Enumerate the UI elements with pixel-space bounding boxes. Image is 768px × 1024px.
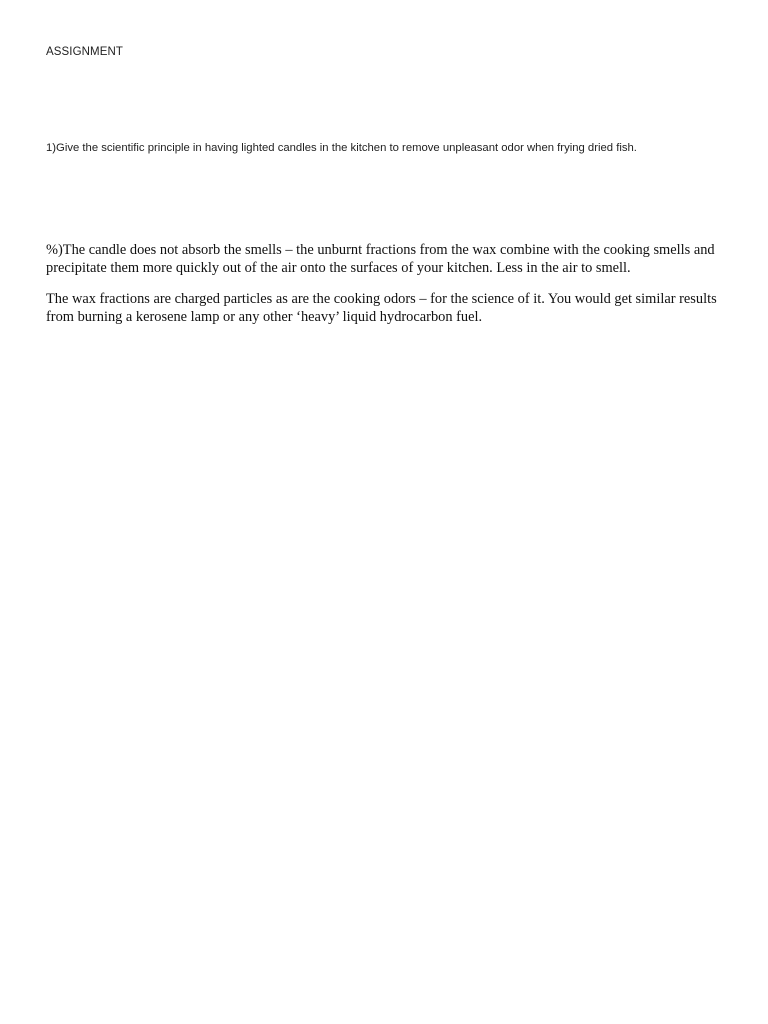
answer-paragraph: The wax fractions are charged particles as are the cooking odors – for the science of it. You would get similar results from burning a kerosene lamp or any other ‘heavy’ liquid hydrocarbon fuel. [46, 291, 717, 325]
question-text: 1)Give the scientific principle in having lighted candles in the kitchen to remove unpleasant odor when frying dried fish. [46, 142, 637, 154]
answer-block [46, 241, 736, 339]
assignment-heading: ASSIGNMENT [46, 46, 124, 58]
answer-paragraph: %)The candle does not absorb the smells – the unburnt fractions from the wax combine with the cooking smells and precipitate them more quickly out of the air onto the surfaces of your kitchen. Less in the air to smell. [46, 242, 715, 276]
